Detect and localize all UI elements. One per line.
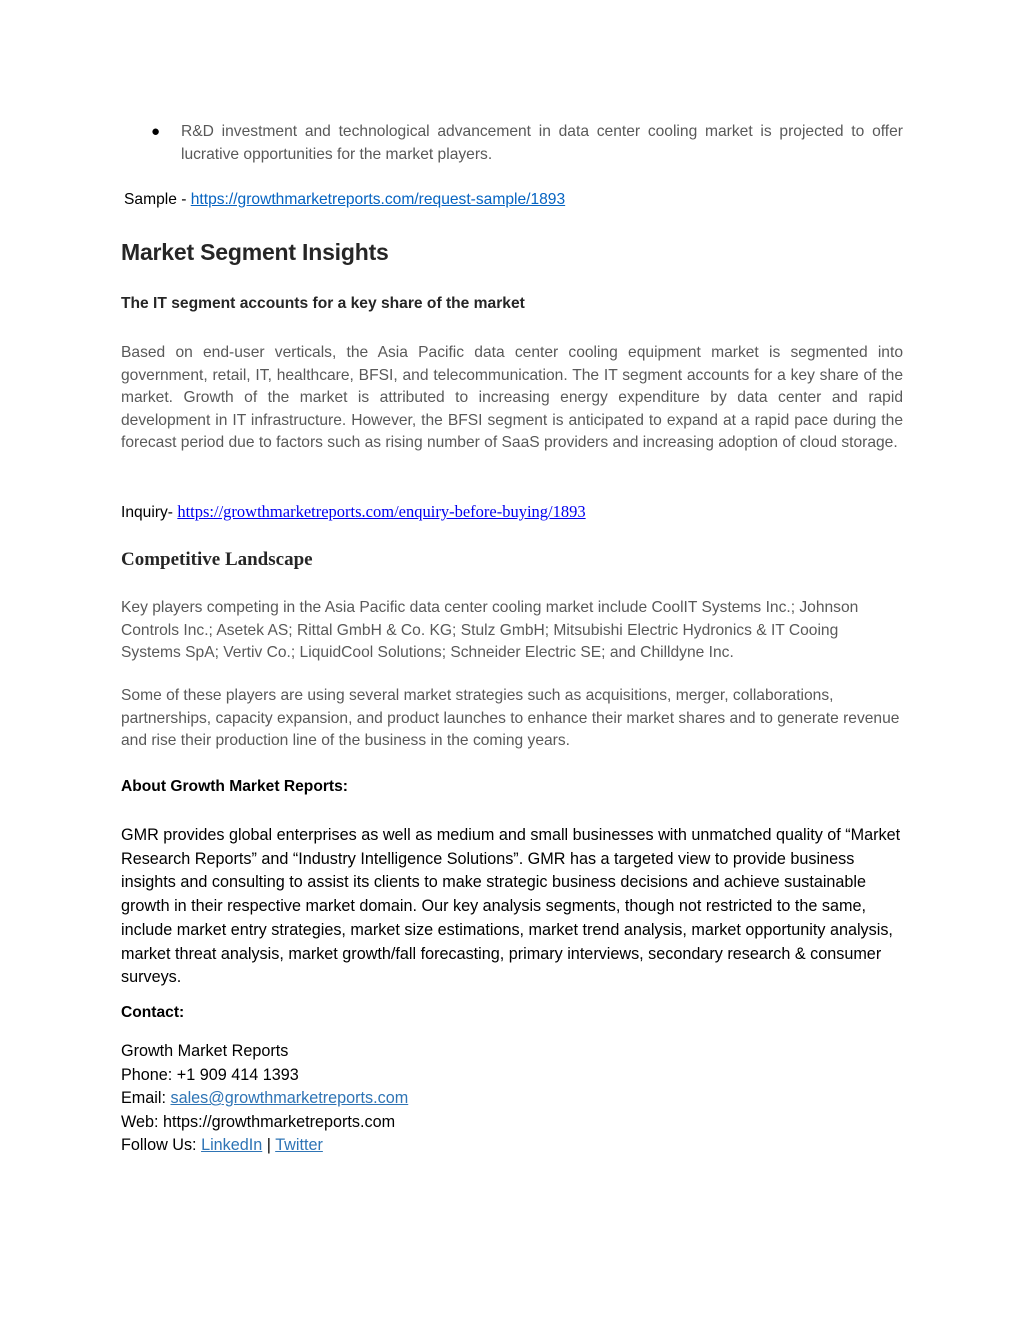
follow-label: Follow Us: (121, 1136, 202, 1154)
bullet-item (121, 120, 903, 166)
bullet-text: R&D investment and technological advancement in data center cooling market is projected to offer lucrative opportunities for the market players. (181, 123, 903, 163)
contact-phone: Phone: +1 909 414 1393 (121, 1065, 299, 1084)
follow-separator: | (262, 1136, 276, 1154)
contact-details (121, 1040, 903, 1158)
contact-web: Web: https://growthmarketreports.com (121, 1112, 396, 1131)
twitter-link[interactable]: Twitter (275, 1136, 323, 1154)
about-heading: About Growth Market Reports: (121, 778, 348, 795)
sample-label: Sample - (124, 191, 191, 208)
contact-email-line (121, 1087, 903, 1111)
contact-email-link[interactable]: sales@growthmarketreports.com (170, 1089, 409, 1107)
contact-email-label: Email: (121, 1089, 171, 1107)
competitive-heading: Competitive Landscape (121, 549, 313, 570)
inquiry-label: Inquiry- (121, 504, 178, 521)
inquiry-line (121, 501, 903, 525)
segment-subheading: The IT segment accounts for a key share of the market (121, 295, 525, 312)
sample-line (124, 189, 906, 212)
sample-link[interactable]: https://growthmarketreports.com/request-sample/1893 (190, 191, 566, 208)
segment-paragraph: Based on end-user verticals, the Asia Pacific data center cooling equipment market is segmented into government, retail, IT, healthcare, BFSI, and telecommunication. The IT segment accounts for a key share of the market. Growth of the market is attributed to increasing energy expenditure by data center and rapid development in IT infrastructure. However, the BFSI segment is anticipated to expand at a rapid pace during the forecast period due to factors such as rising number of SaaS providers and increasing adoption of cloud storage. (121, 344, 903, 452)
about-paragraph: GMR provides global enterprises as well as medium and small businesses with unmatched quality of “Market Research Reports” and “Industry Intelligence Solutions”. GMR has a targeted view to provide business insights and consulting to assist its clients to make strategic business decisions and achieve sustainable growth in their respective market domain. Our key analysis segments, though not restricted to the same, include market entry strategies, market size estimations, market trend analysis, market opportunity analysis, market threat analysis, market growth/fall forecasting, primary interviews, secondary research & consumer surveys. (121, 826, 901, 987)
bullet-dot-icon: ● (151, 123, 161, 140)
linkedin-link[interactable]: LinkedIn (201, 1136, 263, 1154)
contact-company: Growth Market Reports (121, 1042, 289, 1060)
competitive-paragraph-players: Key players competing in the Asia Pacific data center cooling market include CoolIT Systems Inc.; Johnson Controls Inc.; Asetek AS; Rittal GmbH & Co. KG; Stulz GmbH; Mitsubishi Electric Hydronics & IT Cooing Systems SpA; Vertiv Co.; LiquidCool Solutions; Schneider Electric SE; and Chilldyne Inc. (121, 599, 859, 662)
inquiry-link[interactable]: https://growthmarketreports.com/enquiry-before-buying/1893 (177, 502, 586, 521)
competitive-paragraph-strategies: Some of these players are using several market strategies such as acquisitions, merger, collaborations, partnerships, capacity expansion, and product launches to enhance their market shares and to generate revenue and rise their production line of the business in the coming years. (121, 687, 900, 750)
contact-follow-line (121, 1134, 903, 1158)
segment-heading: Market Segment Insights (121, 239, 389, 265)
contact-heading: Contact: (121, 1004, 185, 1021)
